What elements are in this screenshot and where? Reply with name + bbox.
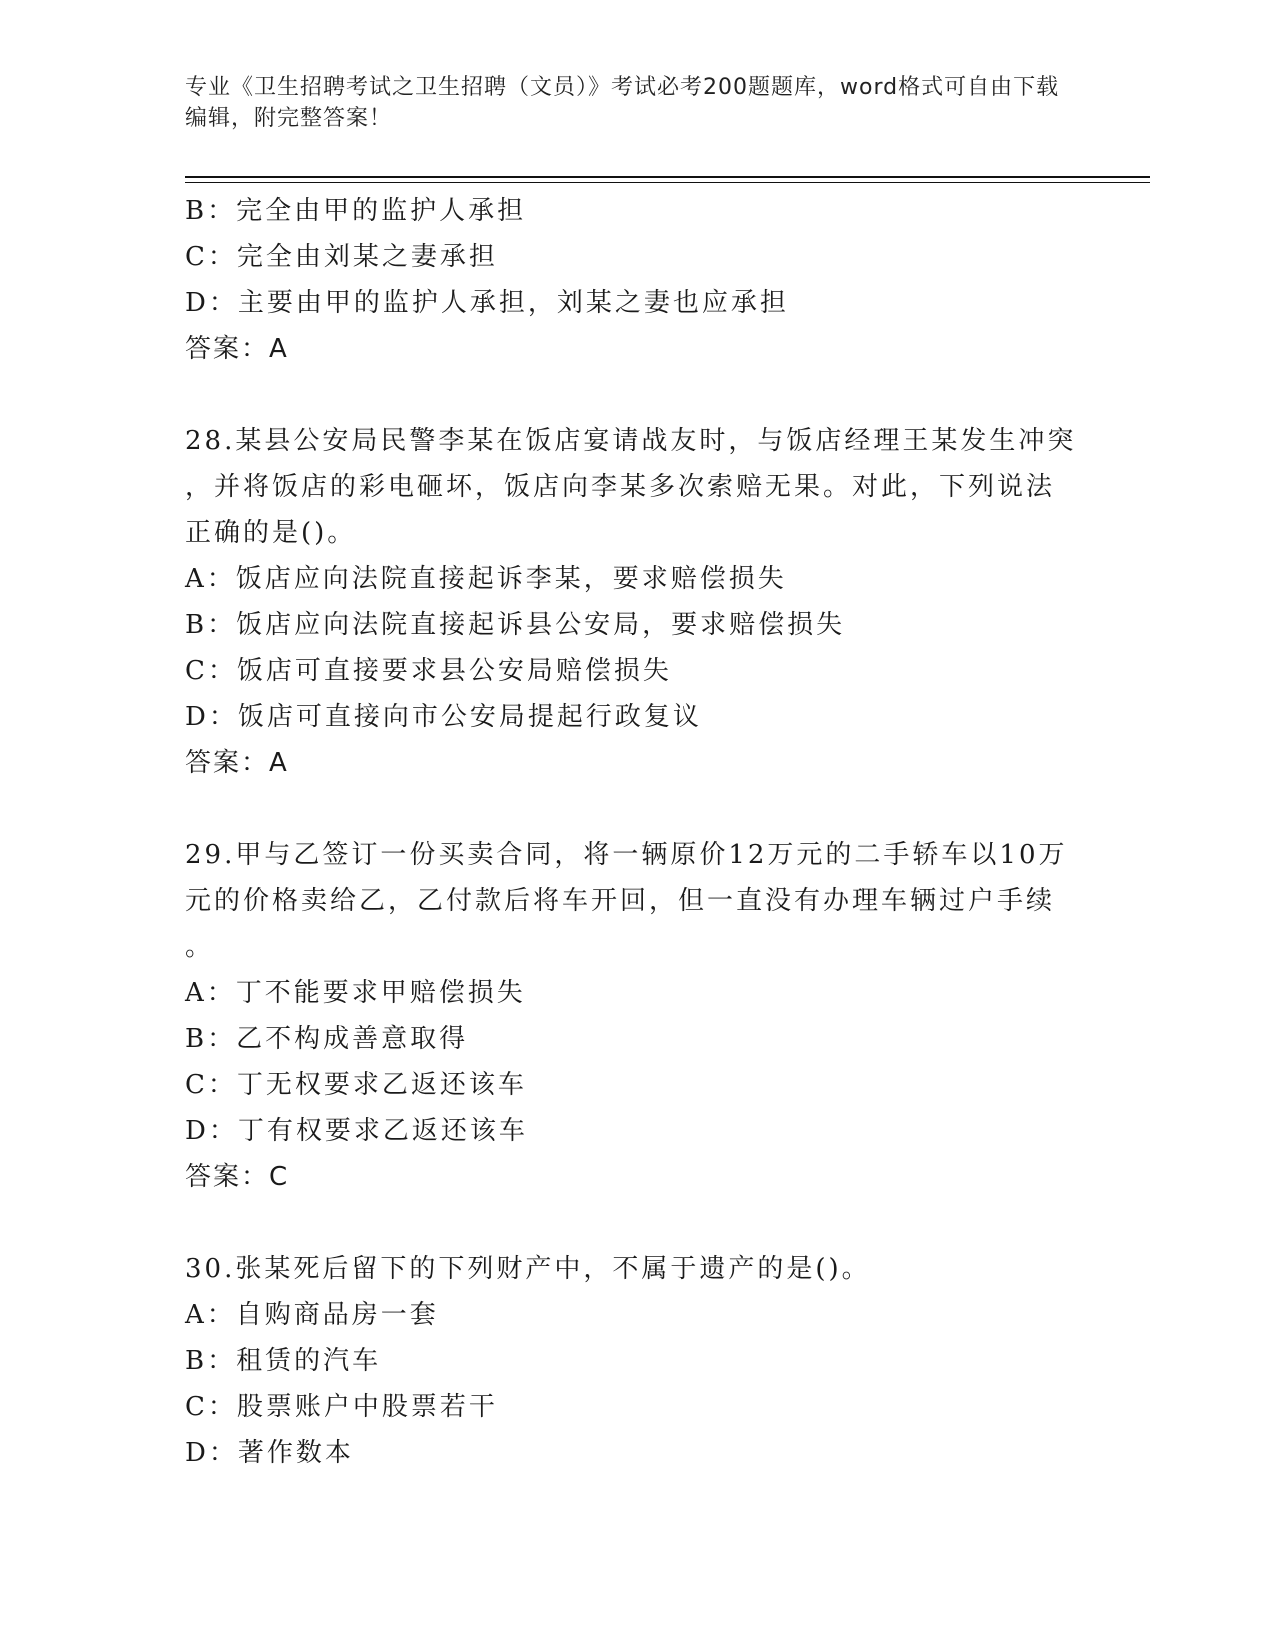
q29-answer: 答案：C	[185, 1162, 290, 1192]
q28-option-d: D：饭店可直接向市公安局提起行政复议	[185, 702, 702, 732]
q28-stem-line-2: ，并将饭店的彩电砸坏，饭店向李某多次索赔无果。对此，下列说法	[185, 472, 1056, 502]
q28-answer: 答案：A	[185, 748, 289, 778]
header-divider-thin	[185, 182, 1150, 183]
q28-option-b: B：饭店应向法院直接起诉县公安局，要求赔偿损失	[185, 610, 846, 640]
q30-option-a: A：自购商品房一套	[185, 1300, 439, 1330]
q29-option-b: B：乙不构成善意取得	[185, 1024, 469, 1054]
q29-option-d: D：丁有权要求乙返还该车	[185, 1116, 528, 1146]
q29-stem-line-2: 元的价格卖给乙，乙付款后将车开回，但一直没有办理车辆过户手续	[185, 886, 1056, 916]
q27-option-b: B：完全由甲的监护人承担	[185, 196, 527, 226]
q30-option-d: D：著作数本	[185, 1438, 354, 1468]
q28-stem-line-1: 28.某县公安局民警李某在饭店宴请战友时，与饭店经理王某发生冲突	[185, 426, 1077, 456]
question-content	[185, 188, 1077, 1476]
q30-option-b: B：租赁的汽车	[185, 1346, 382, 1376]
q27-option-d: D：主要由甲的监护人承担，刘某之妻也应承担	[185, 288, 789, 318]
q29-stem-line-1: 29.甲与乙签订一份买卖合同，将一辆原价12万元的二手轿车以10万	[185, 840, 1068, 870]
q29-option-c: C：丁无权要求乙返还该车	[185, 1070, 527, 1100]
spacer	[185, 372, 1065, 418]
q28-stem-line-3: 正确的是()。	[185, 518, 357, 548]
spacer	[185, 786, 1065, 832]
q28-option-c: C：饭店可直接要求县公安局赔偿损失	[185, 656, 672, 686]
q30-stem-line-1: 30.张某死后留下的下列财产中，不属于遗产的是()。	[185, 1254, 871, 1284]
spacer	[185, 1200, 1065, 1246]
q29-option-a: A：丁不能要求甲赔偿损失	[185, 978, 526, 1008]
q29-stem-line-3: 。	[185, 932, 215, 962]
q28-option-a: A：饭店应向法院直接起诉李某，要求赔偿损失	[185, 564, 787, 594]
q27-option-c: C：完全由刘某之妻承担	[185, 242, 498, 272]
header-divider-thick	[185, 176, 1150, 178]
q27-answer: 答案：A	[185, 334, 289, 364]
q30-option-c: C：股票账户中股票若干	[185, 1392, 498, 1422]
page-header: 专业《卫生招聘考试之卫生招聘（文员）》考试必考200题题库，word格式可自由下载编辑，附完整答案！	[185, 75, 1060, 131]
